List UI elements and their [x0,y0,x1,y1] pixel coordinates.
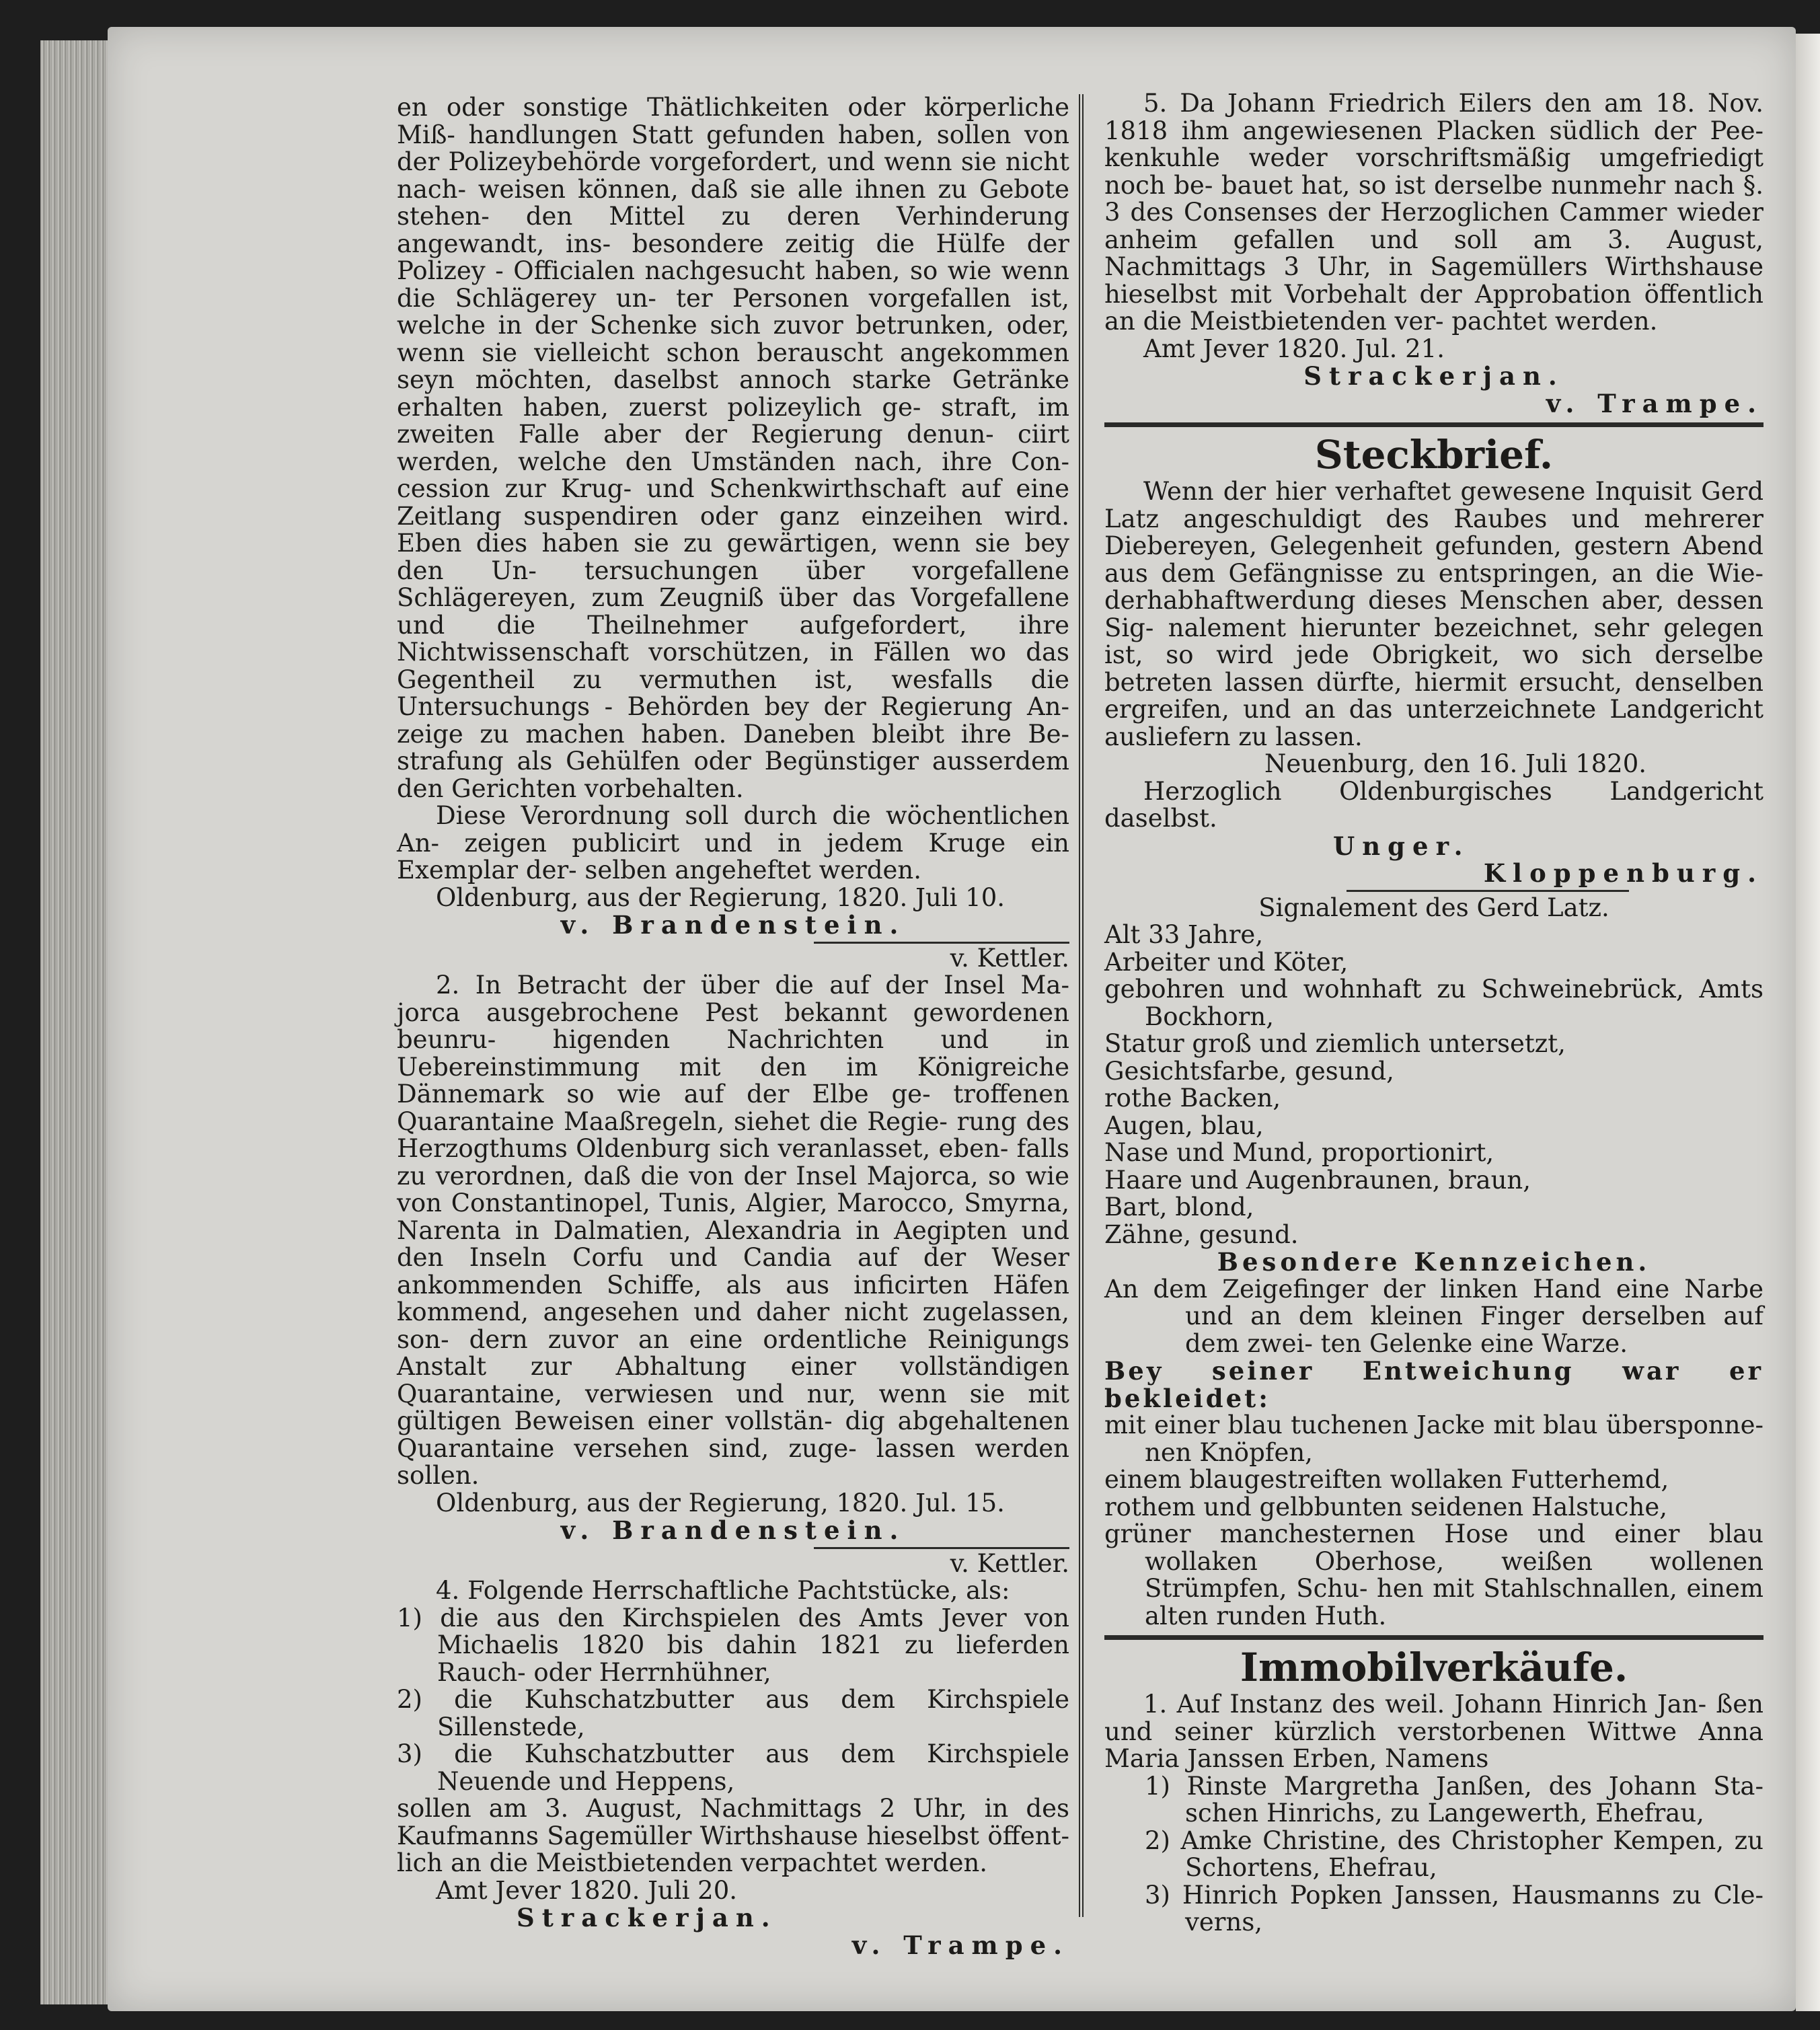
signalement-line: Bart, blond, [1104,1193,1254,1221]
lease-notice-text: 5. Da Johann Friedrich Eilers den am 18. Nov. 1818 ihm angewiesenen Placken südlich der Pee- kenkuhle weder vorschriftsmäßig umgefriedigt noch be- bauet hat, so ist derselbe nunmehr nach §. 3 des Consenses der Herzoglichen Cammer wieder anheim gefallen und soll am 3. August, Nachmittags 3 Uhr, in Sagemüllers Wirthshause hieselbst mit Vorbehalt der Approbation öffentlich an die Meistbietenden ver- pachtet werden. [1104,89,1764,336]
facing-page-edge [1796,34,1820,2011]
section-rule [1104,422,1764,427]
separator-rule [1347,890,1629,892]
signalement-line: Haare und Augenbraunen, braun, [1104,1165,1531,1195]
countersignature: Kloppenburg. [1483,858,1764,888]
section-rule [1104,1635,1764,1640]
signalement-line: Arbeiter und Köter, [1104,947,1349,977]
lease-item: 3) die Kuhschatzbutter aus dem Kirchspiele Neuende und Heppens, [397,1739,1069,1796]
signalement-line: Augen, blau, [1104,1111,1264,1140]
lease-notice-intro: 4. Folgende Herrschaftliche Pachtstücke, als: [436,1576,1010,1605]
countersignature: v. Trampe. [851,1930,1069,1960]
clothing-item: rothem und gelbbunten seidenen Halstuche, [1104,1492,1667,1521]
dateline: Oldenburg, aus der Regierung, 1820. Jul. 15. [436,1488,1005,1517]
column-divider [1079,94,1084,1917]
dateline: Neuenburg, den 16. Juli 1820. [1264,749,1647,778]
publication-notice: Diese Verordnung soll durch die wöchentlichen An- zeigen publicirt und in jedem Kruge ein Exemplar der- selben angeheftet werden. [397,801,1069,885]
court-name: Herzoglich Oldenburgisches Landgericht daselbst. [1104,776,1764,833]
clothing-title: Bey seiner Entweichung war er bekleidet: [1104,1356,1764,1413]
right-column [1104,90,1764,1937]
page-stack-edge [40,40,114,2004]
signature: v. Brandenstein. [560,910,906,940]
signalement-line: Statur groß und ziemlich untersetzt, [1104,1029,1566,1058]
clothing-item: einem blaugestreiften wollaken Futterhemd, [1104,1465,1669,1494]
section-heading: Immobilverkäufe. [1240,1645,1628,1690]
quarantine-ordinance-text: 2. In Betracht der über die auf der Insel Ma- jorca ausgebrochene Pest bekannt gewordenen beunru- higenden Nachrichten und in Uebereinstimmung mit den im Königreiche Dännemark so wie auf der Elbe ge- troffenen Quarantaine Maaßregeln, siehet die Regie- rung des Herzogthums Oldenburg sich veranlasset, eben- falls zu verordnen, daß die von der Insel Majorca, so wie von Constantinopel, Tunis, Algier, Marocco, Smyrna, Narenta in Dalmatien, Alexandria in Aegipten und den Inseln Corfu und Candia auf der Weser ankommenden Schiffe, als aus inficirten Häfen kommend, angesehen und daher nicht zugelassen, son- dern zuvor an eine ordentliche Reinigungs Anstalt zur Abhaltung einer vollständigen Quarantaine, verwiesen und nur, wenn sie mit gültigen Beweisen einer vollstän- dig abgehaltenen Quarantaine versehen sind, zuge- lassen werden sollen. [397,971,1069,1490]
wanted-notice-text: Wenn der hier verhaftet gewesene Inquisit Gerd Latz angeschuldigt des Raubes und mehrerer Diebereyen, Gelegenheit gefunden, gestern Abend aus dem Gefängnisse zu entspringen, an die Wie- derhabhaftwerdung dieses Menschen aber, dessen Sig- nalement hierunter bezeichnet, sehr gelegen ist, so wird jede Obrigkeit, wo sich derselbe betreten lassen dürfte, hiermit ersucht, denselben ergreifen, und an das unterzeichnete Landgericht ausliefern zu lassen. [1104,477,1764,751]
countersignature: v. Trampe. [1546,388,1764,418]
lease-item: 2) die Kuhschatzbutter aus dem Kirchspiele Sillenstede, [397,1685,1069,1741]
heir-item: 1) Rinste Margretha Janßen, des Johann Sta- schen Hinrichs, zu Langewerth, Ehefrau, [1145,1771,1764,1828]
dateline: Amt Jever 1820. Juli 20. [436,1875,738,1905]
signature: Strackerjan. [517,1903,778,1932]
dateline: Amt Jever 1820. Jul. 21. [1143,334,1445,363]
left-column [397,94,1069,1959]
property-sale-intro: 1. Auf Instanz des weil. Johann Hinrich Jan- ßen und seiner kürzlich verstorbenen Wittwe Anna Maria Janssen Erben, Namens [1104,1690,1764,1773]
signalement-line: Nase und Mund, proportionirt, [1104,1138,1494,1167]
clothing-item: mit einer blau tuchenen Jacke mit blau übersponne- nen Knöpfen, [1104,1411,1764,1467]
signalement-line: Zähne, gesund. [1104,1219,1299,1249]
continued-ordinance-text: en oder sonstige Thätlichkeiten oder körperliche Miß- handlungen Statt gefunden haben, sollen von der Polizeybehörde vorgefordert, und wenn sie nicht nach- weisen können, daß sie alle ihnen zu Gebote stehen- den Mittel zu deren Verhinderung angewandt, ins- besondere zeitig die Hülfe der Polizey - Officialen nachgesucht haben, so wie wenn die Schlägerey un- ter Personen vorgefallen ist, welche in der Schenke sich zuvor betrunken, oder, wenn sie vielleicht schon berauscht angekommen seyn möchten, daselbst annoch starke Getränke erhalten haben, zuerst polizeylich ge- straft, im zweiten Falle aber der Regierung denun- ciirt werden, welche den Umständen nach, ihre Con- cession zur Krug- und Schenkwirthschaft auf eine Zeitlang suspendiren oder ganz einzeihen wird. Eben dies haben sie zu gewärtigen, wenn sie bey den Un- tersuchungen über vorgefallene Schlägereyen, zum Zeugniß über das Vorgefallene und die Theilnehmer aufgefordert, ihre Nichtwissenschaft vorschützen, in Fällen wo das Gegentheil zu vermuthen ist, wesfalls die Untersuchungs - Behörden bey der Regierung An- zeige zu machen haben. Daneben bleibt ihre Be- strafung als Gehülfen oder Begünstiger ausserdem den Gerichten vorbehalten. [397,93,1069,803]
section-heading: Steckbrief. [1314,432,1554,478]
signalement-line: Alt 33 Jahre, [1104,920,1264,949]
signalement-line: Gesichtsfarbe, gesund, [1104,1056,1394,1086]
lease-item: 1) die aus den Kirchspielen des Amts Jever von Michaelis 1820 bis dahin 1821 zu lieferden Rauch- oder Herrnhühner, [397,1603,1069,1687]
countersignature: v. Kettler. [950,1548,1069,1578]
countersignature: v. Kettler. [950,943,1069,973]
dateline: Oldenburg, aus der Regierung, 1820. Juli 10. [436,882,1005,912]
heir-item: 3) Hinrich Popken Janssen, Hausmanns zu Cle- verns, [1145,1880,1764,1937]
signature: Strackerjan. [1303,361,1564,391]
signalement-line: rothe Backen, [1104,1084,1281,1113]
signature: v. Brandenstein. [560,1515,906,1545]
clothing-item: grüner manchesternen Hose und einer blau wollaken Oberhose, weißen wollenen Strümpfen, Schu- hen mit Stahlschnallen, einem alten runden Huth. [1104,1519,1764,1630]
distinguishing-marks-title: Besondere Kennzeichen. [1217,1247,1651,1277]
signalement-title: Signalement des Gerd Latz. [1258,893,1609,922]
lease-notice-text: sollen am 3. August, Nachmittags 2 Uhr, in des Kaufmanns Sagemüller Wirthshause hieselbst öffent- lich an die Meistbietenden verpachtet werden. [397,1794,1069,1877]
signalement-line: gebohren und wohnhaft zu Schweinebrück, Amts Bockhorn, [1104,975,1764,1031]
signature: Unger. [1333,831,1470,861]
distinguishing-marks: An dem Zeigefinger der linken Hand eine Narbe und an dem kleinen Finger derselben auf dem zwei- ten Gelenke eine Warze. [1104,1274,1764,1358]
heir-item: 2) Amke Christine, des Christopher Kempen, zu Schortens, Ehefrau, [1145,1826,1764,1882]
